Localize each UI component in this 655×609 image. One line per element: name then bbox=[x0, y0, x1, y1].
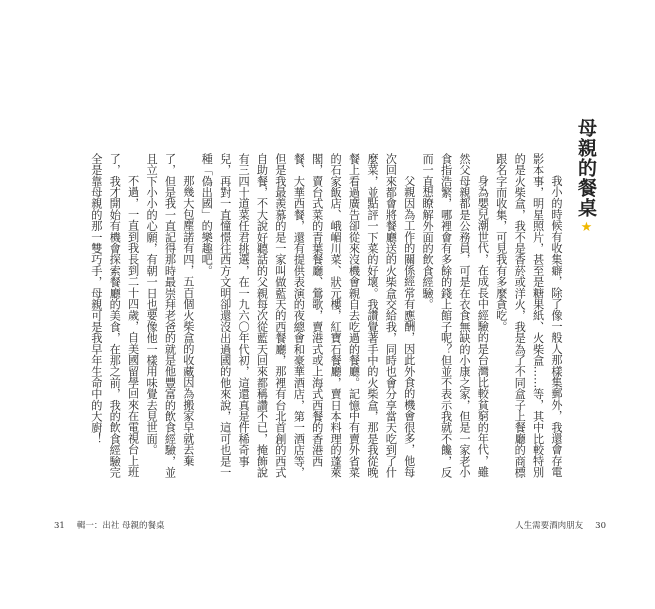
footer-left bbox=[54, 519, 165, 531]
star-icon: ★ bbox=[580, 220, 593, 235]
paragraph: 父親因為工作的關係經常有應酬，因此外食的機會很多，他每次回來都會將餐廳送的火柴盒交給我，同時也會分享當天吃到了什麼菜，並點評一下菜的好壞。我讚覺著手中的火柴盒，那是我從晚餐上看過廣告卻從來沒機會親自去吃過的餐廳。記憶中有賣外省菜的石家飯店、峨嵋川菜、狀元樓，紅寶石餐廳，賣日本料理的蓬萊閣，賣台式菜的青葉餐廳、鶯歌，賣港式或上海式西餐的香港西餐、大華西餐，還有提供表演的夜總會和豪華酒店，第一酒店等，但是我最羨慕的是一家叫做藍天的西餐廳，那裡有台北首創的西式自助餐，不大說好聽話的父親每次從藍天回來都稱讚不已，掩飾說有三四十道菜任君挑選，在一九六〇年代初，這還真是件稀奇事兒，再對一直憧憬往西方文明卻還沒出過國的他來說，這可也是一種「偽出國」的樂趣吧。 bbox=[200, 153, 416, 478]
right-page-number: 30 bbox=[595, 521, 606, 531]
paragraph: 身為嬰兒潮世代，在成長中經驗的是台灣比較貧窮的年代，雖然父母親都是公務員，可是在衣食無缺的小康之家，但是一家老小食指浩繁，哪裡會有多餘的錢上館子呢？但並不表示我就不饞，反而一直想瞭解外面的飲食經驗。 bbox=[421, 153, 490, 478]
paragraph: 那幾大包塵諾有四，五百個火柴盒的收藏因為搬家早就丟棄了，但是我一直記得那時最崇拜老爸的就是他豐富的飲食經驗，並且立下小小的心願，有朝一日也要像他一樣用味覺去見世面。 bbox=[145, 153, 195, 478]
left-page-number: 31 bbox=[54, 521, 65, 531]
paragraph: 不過，一直到我長到二十四歲，自美國留學回來在電視台上班了，我才開始有機會探索餐廳的美食，在那之前，我的飲食經驗完全是靠母親的那一雙巧手，母親可是我早年生命中的大廚！ bbox=[89, 153, 140, 478]
left-running-head: 輯一：出社 母親的餐桌 bbox=[76, 521, 165, 531]
paragraph: 我小的時候有收集癖，除了像一般人那樣集郵外，我還會存電影本事，明星照片，甚至是糖果紙、火柴盒……等，其中比較特別的是火柴盒，我不是香菸或洋火，我是為了不同盒子上餐廳的商標跟名字而收集，可見我有多麼貪吃。 bbox=[494, 153, 563, 478]
body-text bbox=[56, 153, 565, 485]
chapter-title: 母親的餐桌 bbox=[575, 118, 597, 218]
chapter-title-block bbox=[573, 118, 600, 236]
right-running-head: 人生需要酒肉朋友 bbox=[515, 521, 584, 531]
footer-right bbox=[515, 519, 606, 531]
